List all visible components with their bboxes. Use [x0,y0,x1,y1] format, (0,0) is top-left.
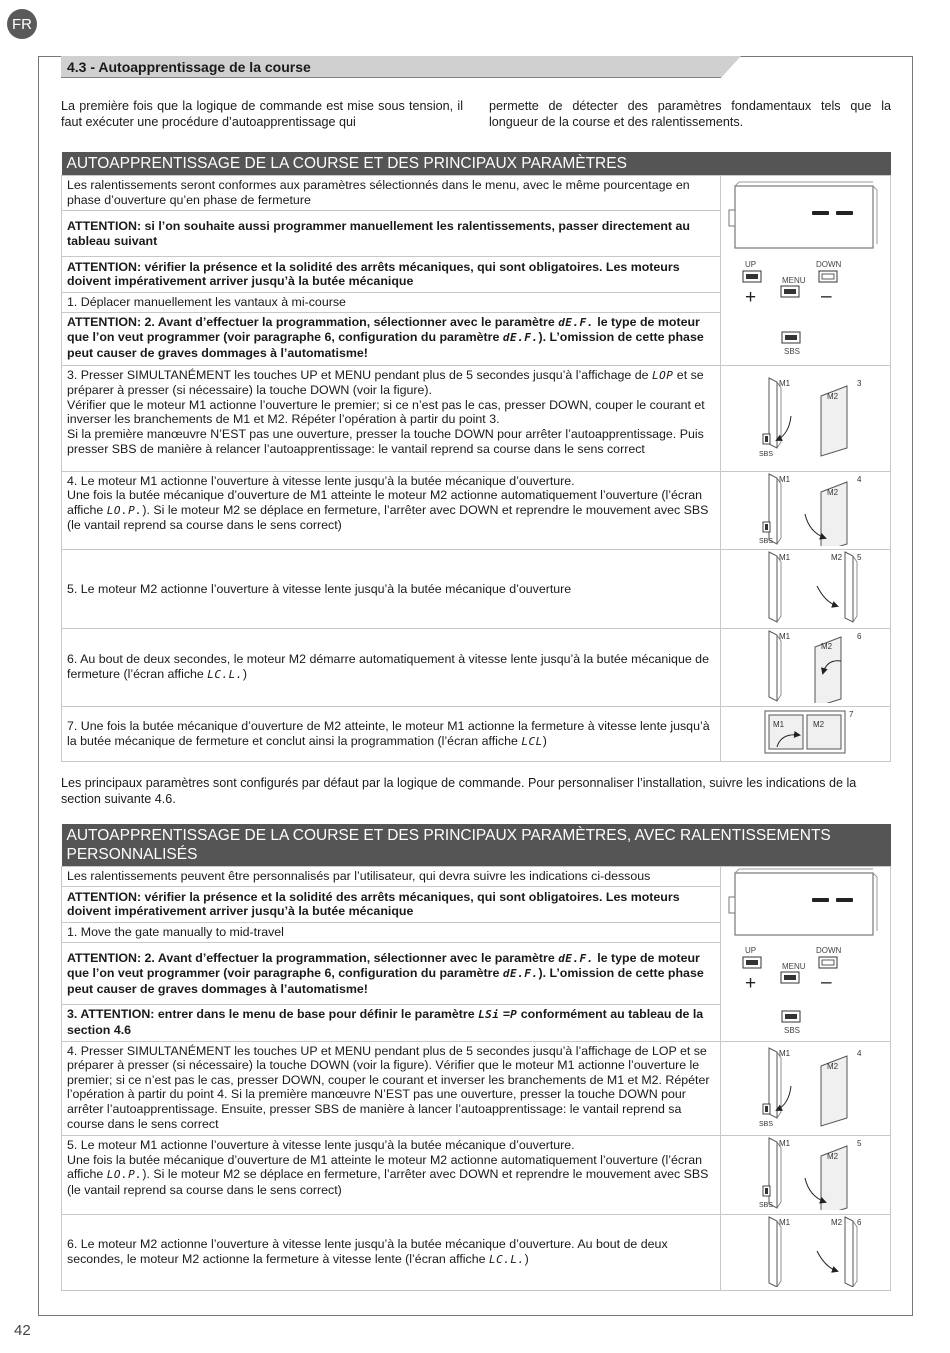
figure2-step-6 [720,1214,890,1291]
table2-step-1: 1. Move the gate manually to mid-travel [62,922,721,942]
svg-text:5: 5 [857,1139,862,1149]
label-menu: MENU [782,276,806,285]
svg-text:M1: M1 [779,1048,791,1058]
svg-text:SBS: SBS [759,537,774,545]
svg-text:SBS: SBS [759,451,774,459]
svg-text:M1: M1 [779,553,791,563]
figure-step-7 [720,707,890,762]
svg-text:M2: M2 [821,641,833,651]
svg-text:M2: M2 [827,487,839,497]
table2-step-5: 5. Le moteur M1 actionne l’ouverture à vitesse lente jusqu’à la butée mécanique d’ouverture. Une fois la butée mécanique d’ouverture de M1 atteinte le moteur M2 actionne automatiquement l’ouverture (l’écran affiche LO.P.). Si le moteur M2 se déplace en fermeture, l’arrêter avec DOWN et reprendre le mouvement avec SBS (le vantail reprend sa course dans le sens correct) [62,1136,721,1215]
table1-title: AUTOAPPRENTISSAGE DE LA COURSE ET DES PRINCIPAUX PARAMÈTRES [62,152,891,176]
figure-step-3 [720,365,890,471]
table1-attention-1: ATTENTION: si l’on souhaite aussi programmer manuellement les ralentissements, passer directement au tableau suivant [62,211,721,257]
up-button [743,271,761,282]
section-title-bar [61,56,741,78]
table2-row-intro: Les ralentissements peuvent être personnalisés par l’utilisateur, qui devra suivre les indications ci-dessous [62,867,721,887]
svg-text:3: 3 [857,379,862,389]
table2-step-4: 4. Presser SIMULTANÉMENT les touches UP et MENU pendant plus de 5 secondes jusqu’à l’affichage de LOP et se préparer à presser (si nécessaire) la touche DOWN (voir la figure). Vérifier que le moteur M1 actionne l’ouverture le premier; si ce n’est pas le cas, presser DOWN, couper le courant et inverser les branchements de M1 et M2. Répéter l’opération à partir du point 4. Si la première manœuvre N’EST pas une ouverture, presser la touche DOWN pour arrêter l’autoapprentissage. Ensuite, presser SBS de manière à lancer l’autoapprentissage: le vantail reprend sa course dans le sens correct [62,1041,721,1136]
svg-text:M1: M1 [779,474,791,484]
table1-step-6: 6. Au bout de deux secondes, le moteur M2 démarre automatiquement à vitesse lente jusqu’à la butée mécanique de fermeture (l’écran affiche LC.L.) [62,628,721,707]
figure2-step-4 [720,1041,890,1136]
svg-text:M2: M2 [827,1152,839,1162]
table1-step-5: 5. Le moteur M2 actionne l’ouverture à vitesse lente jusqu’à la butée mécanique d’ouverture [62,550,721,629]
svg-text:M2: M2 [831,1217,843,1227]
table1-step-1: 1. Déplacer manuellement les vantaux à mi-course [62,292,721,312]
svg-text:+: + [745,973,757,994]
svg-text:M1: M1 [779,1217,791,1227]
figure-step-4 [720,471,890,550]
svg-text:4: 4 [857,1048,862,1058]
svg-text:M1: M1 [779,1139,791,1149]
figure-step-6 [720,628,890,707]
intro-left: La première fois que la logique de commande est mise sous tension, il faut exécuter une procédure d’autoapprentissage qui [61,99,463,129]
table2-step-2: ATTENTION: 2. Avant d’effectuer la programmation, sélectionner avec le paramètre dE.F. le type de moteur que l’on veut programmer (voir paragraphe 6, configuration du paramètre dE.F.). L’omission de cette phase peut causer de graves dommages à l’automatisme! [62,942,721,1004]
table1-row-intro: Les ralentissements seront conformes aux paramètres sélectionnés dans le menu, avec le même pourcentage en phase d’ouverture qu’en phase de fermeture [62,176,721,211]
table1-step-4: 4. Le moteur M1 actionne l’ouverture à vitesse lente jusqu’à la butée mécanique d’ouverture. Une fois la butée mécanique d’ouverture de M1 atteinte le moteur M2 actionne automatiquement l’ouverture (l’écran affiche LO.P.). Si le moteur M2 se déplace en fermeture, l’arrêter avec DOWN et reprendre le mouvement avec SBS (le vantail reprend sa course dans le sens correct) [62,471,721,550]
minus-sign: – [821,286,832,307]
menu-button [781,286,799,297]
svg-text:7: 7 [849,710,854,720]
down-button [819,271,837,282]
table-autolearn-custom [61,824,891,1291]
table1-step-7: 7. Une fois la butée mécanique d’ouverture de M2 atteinte, le moteur M1 actionne la fermeture à vitesse lente jusqu’à la butée mécanique de fermeture et conclut ainsi la programmation (l’écran affiche LCL) [62,707,721,762]
svg-text:M1: M1 [779,379,791,389]
control-panel-figure [720,176,890,366]
section-title: 4.3 - Autoapprentissage de la course [67,59,311,75]
label-down: DOWN [816,260,842,269]
svg-text:M2: M2 [813,720,825,730]
plus-sign: + [745,287,757,308]
control-panel-figure-2 [720,867,890,1042]
table1-step-3: 3. Presser SIMULTANÉMENT les touches UP et MENU pendant plus de 5 secondes jusqu’à l’affichage de LOP et se préparer à presser (si nécessaire) la touche DOWN (voir la figure). Vérifier que le moteur M1 actionne l’ouverture le premier; si ce n’est pas le cas, presser DOWN, couper le courant et inverser les branchements de M1 et M2. Répéter l’opération à partir du point 3. Si la première manœuvre N’EST pas une ouverture, presser la touche DOWN pour arrêter l’autoapprentissage. Puis presser SBS de manière à relancer l’autoapprentissage: le vantail reprend sa course dans le sens correct [62,365,721,471]
page-number: 42 [14,1322,31,1339]
svg-text:SBS: SBS [759,1202,774,1210]
label-sbs: SBS [784,347,801,356]
label-up: UP [745,260,757,269]
language-badge: FR [7,9,37,39]
svg-text:SBS: SBS [784,1026,801,1035]
table2-step-6: 6. Le moteur M2 actionne l’ouverture à vitesse lente jusqu’à la butée mécanique d’ouverture. Au bout de deux secondes, le moteur M2 actionne la fermeture à vitesse lente (l’écran affiche LC.L.) [62,1214,721,1291]
table1-attention-2: ATTENTION: vérifier la présence et la solidité des arrêts mécaniques, qui sont obligatoires. Les moteurs doivent impérativement arriver jusqu’à la butée mécanique [62,257,721,292]
svg-text:M2: M2 [827,1061,839,1071]
table1-step-2: ATTENTION: 2. Avant d’effectuer la programmation, sélectionner avec le paramètre dE.F. le type de moteur que l’on veut programmer (voir paragraphe 6, configuration du paramètre dE.F.). L’omission de cette phase peut causer de graves dommages à l’automatisme! [62,312,721,365]
figure-step-5 [720,550,890,629]
table-autolearn [61,152,891,762]
svg-text:–: – [821,972,832,993]
svg-text:M2: M2 [827,392,839,402]
svg-text:SBS: SBS [759,1120,774,1128]
svg-text:6: 6 [857,1217,862,1227]
svg-text:MENU: MENU [782,962,806,971]
svg-text:5: 5 [857,553,862,563]
sbs-button [782,332,800,343]
table2-attention-1: ATTENTION: vérifier la présence et la solidité des arrêts mécaniques, qui sont obligatoires. Les moteurs doivent impérativement arriver jusqu’à la butée mécanique [62,887,721,922]
svg-text:M2: M2 [831,553,843,563]
svg-text:6: 6 [857,631,862,641]
intro-right: permette de détecter des paramètres fondamentaux tels que la longueur de la course et des ralentissements. [489,99,891,129]
figure2-step-5 [720,1136,890,1215]
svg-text:4: 4 [857,474,862,484]
between-paragraph: Les principaux paramètres sont configurés par défaut par la logique de commande. Pour personnaliser l’installation, suivre les indications de la section suivante 4.6. [61,776,857,806]
svg-text:M1: M1 [773,720,785,730]
svg-text:DOWN: DOWN [816,946,842,955]
table2-title: AUTOAPPRENTISSAGE DE LA COURSE ET DES PRINCIPAUX PARAMÈTRES, AVEC RALENTISSEMENTS PERSONNALISÉS [62,824,891,867]
svg-text:M1: M1 [779,631,791,641]
table2-step-3: 3. ATTENTION: entrer dans le menu de base pour définir le paramètre LSi =P conformément au tableau de la section 4.6 [62,1005,721,1041]
svg-text:UP: UP [745,946,757,955]
